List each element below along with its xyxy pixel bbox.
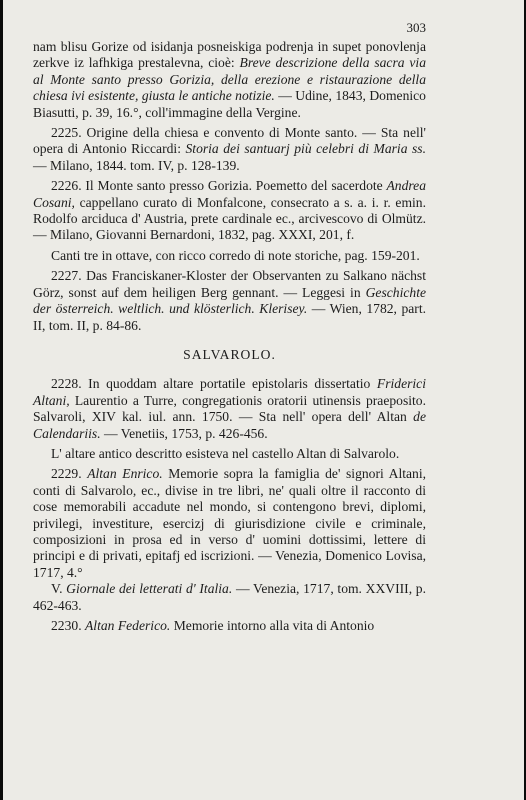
work-title: Giornale dei letterati d' Italia. — [66, 581, 233, 597]
entry-text: — Milano, 1844. tom. IV, p. 128-139. — [33, 157, 240, 173]
entry-text: Laurentio a Turre, congregationis oratorii utinensis praeposito. Salvaroli, XIV kal. iul. ann. 1750. — Sta nell' opera dell' Altan — [33, 392, 426, 425]
page-content — [33, 18, 426, 634]
entry-2226-note: Canti tre in ottave, con ricco corredo di note storiche, pag. 159-201. — [51, 247, 420, 263]
entry-text: — Venezia, 1717, tom. XXVIII, p. 462-463. — [33, 581, 426, 613]
author-name: Altan Federico. — [84, 618, 171, 633]
entry-continuation — [33, 39, 426, 121]
entry-2228-note: L' altare antico descritto esisteva nel castello Altan di Salvarolo. — [51, 445, 400, 461]
entry-text: — Wien, 1782, part. II, tom. II, p. 84-86. — [33, 301, 426, 333]
entry-2230 — [33, 618, 426, 634]
entry-text: 2230. — [51, 618, 85, 633]
entry-text: 2228. In quoddam altare portatile epistolaris dissertatio — [51, 376, 377, 392]
book-page — [3, 0, 524, 800]
entry-text: 2227. Das Franciskaner-Kloster der Observanten zu Salkano nächst Görz, sonst auf dem heiligen Berg gennant. — Leggesi in — [33, 268, 426, 300]
entry-text: — Venetiis, 1753, p. 426-456. — [100, 425, 268, 441]
entry-text: cappellano curato di Monfalcone, consecrato a s. a. i. r. emin. Rodolfo arciduca d' Austria, prete cardinale ec., arcivescovo di Olmütz. — Milano, Giovanni Bernardoni, 1832, pag. XXXI, 201, f. — [33, 194, 426, 243]
entry-2225 — [33, 125, 426, 174]
entry-2228 — [33, 376, 426, 442]
work-title: de Calendariis. — [33, 409, 426, 441]
entry-text: 2225. Origine della chiesa e convento di Monte santo. — Sta nell' opera di Antonio Riccardi: — [33, 125, 426, 157]
entry-text: — Udine, 1843, Domenico Biasutti, p. 39, 16.°, coll'immagine della Vergine. — [33, 88, 426, 120]
entry-2227 — [33, 268, 426, 334]
entry-text: nam blisu Gorize od isidanja posneiskiga podrenja in supet ponovlenja zerkve iz lafhkiga prestalevna, cioè: — [33, 39, 426, 71]
work-title: Breve descrizione della sacra via al Monte santo presso Gorizia, della erezione e ristaurazione della chiesa ivi esistente, giusta le antiche notizie. — [33, 55, 426, 104]
entry-2226 — [33, 178, 426, 244]
entry-text: Memorie sopra la famiglia de' signori Altani, conti di Salvarolo, ec., divise in tre libri, ne' quali oltre il racconto di cose memorabili accadute nel mondo, si contengono brevi, diplomi, privilegi, investiture, esercizj di giurisdizione civile e criminale, composizioni in prosa ed in verso d' uomini dottissimi, lettere di principi e di privati, epitafj ed iscrizioni. — Venezia, Domenico Lovisa, 1717, 4.° — [33, 466, 427, 580]
entry-text: Memorie intorno alla vita di Antonio — [170, 618, 375, 633]
page-number: 303 — [406, 20, 426, 35]
entry-2229-see — [33, 581, 426, 614]
author-name: Friderici Altani, — [33, 376, 426, 408]
entry-text: V. — [51, 581, 67, 597]
entry-text: 2229. — [51, 466, 88, 482]
work-title: Geschichte der österreich. weltlich. und klösterlich. Klerisey. — [33, 284, 426, 317]
work-title: Storia dei santuarj più celebri di Maria ss. — [185, 141, 426, 157]
section-heading: SALVAROLO. — [183, 346, 276, 362]
entry-2229 — [33, 466, 426, 581]
entry-text: 2226. Il Monte santo presso Gorizia. Poemetto del sacerdote — [51, 178, 387, 194]
author-name: Andrea Cosani, — [33, 178, 426, 210]
author-name: Altan Enrico. — [87, 466, 163, 482]
